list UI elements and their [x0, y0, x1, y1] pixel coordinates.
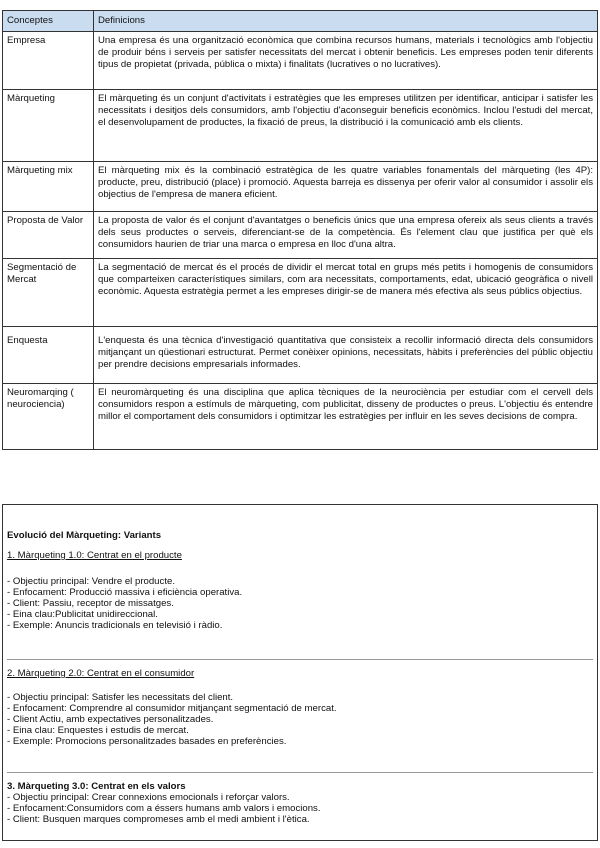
header-definitions: Definicions	[94, 11, 598, 32]
list-item: - Client Actiu, amb expectatives personalitzades.	[7, 714, 214, 725]
divider	[7, 659, 593, 660]
evolution-title: Evolució del Màrqueting: Variants	[7, 530, 162, 541]
concept-cell: Neuromarqing ( neurociencia)	[3, 384, 94, 450]
list-item: - Eina clau: Enquestes i estudis de mercat.	[7, 725, 189, 736]
list-item: - Eina clau:Publicitat unidireccional.	[7, 609, 158, 620]
evolution-box	[2, 504, 598, 841]
list-item: - Exemple: Anuncis tradicionals en televisió i ràdio.	[7, 620, 223, 631]
table-header-row	[3, 11, 598, 32]
table-row	[3, 162, 598, 212]
table-row	[3, 327, 598, 384]
list-item: - Objectiu principal: Satisfer les necessitats del client.	[7, 692, 234, 703]
section-heading: 2. Màrqueting 2.0: Centrat en el consumidor	[7, 668, 195, 679]
section-heading: 1. Màrqueting 1.0: Centrat en el producte	[7, 550, 182, 561]
section-heading: 3. Màrqueting 3.0: Centrat en els valors	[7, 781, 186, 792]
list-item: - Client: Busquen marques compromeses amb el medi ambient i l'ètica.	[7, 814, 310, 825]
definitions-table	[2, 10, 598, 450]
table-row	[3, 384, 598, 450]
concept-cell: Màrqueting	[3, 90, 94, 162]
table-row	[3, 90, 598, 162]
section-lines	[7, 792, 321, 825]
definition-cell: Una empresa és una organització econòmica que combina recursos humans, materials i tecnològics amb l'objectiu de produir béns i serveis per satisfer necessitats del mercat i obtenir beneficis. Les empreses poden tenir diferents tipus de propietat (privada, pública o mixta) i finalitats (lucratives o no lucratives).	[94, 32, 598, 90]
list-item: - Enfocament: Producció massiva i eficiència operativa.	[7, 587, 243, 598]
list-item: - Enfocament:Consumidors com a éssers humans amb valors i emocions.	[7, 803, 321, 814]
definition-cell: La segmentació de mercat és el procés de dividir el mercat total en grups més petits i homogenis de consumidors que comparteixen característiques similars, com ara necessitats, comportaments, edat, ubicació geogràfica o nivell econòmic. Aquesta estratègia permet a les empreses dirigir-se de manera més efectiva als seus públics objectius.	[94, 259, 598, 327]
table-row	[3, 212, 598, 259]
concept-cell: Proposta de Valor	[3, 212, 94, 259]
concept-cell: Màrqueting mix	[3, 162, 94, 212]
definition-cell: L'enquesta és una tècnica d'investigació quantitativa que consisteix a recollir informació directa dels consumidors mitjançant un qüestionari estructurat. Permet conèixer opinions, necessitats, hàbits i preferències del públic objectiu per prendre decisions empresarials informades.	[94, 327, 598, 384]
section-lines	[7, 692, 337, 747]
concept-cell: Enquesta	[3, 327, 94, 384]
divider	[7, 772, 593, 773]
definition-cell: El neuromàrqueting és una disciplina que aplica tècniques de la neurociència per estudiar com el cervell dels consumidors respon a estímuls de màrqueting, com publicitat, disseny de productes o preus. L'objectiu és entendre millor el comportament dels consumidors i optimitzar les estratègies per influir en les seves decisions de compra.	[94, 384, 598, 450]
list-item: - Exemple: Promocions personalitzades basades en preferències.	[7, 736, 287, 747]
definition-cell: El màrqueting mix és la combinació estratègica de les quatre variables fonamentals del màrqueting (les 4P): producte, preu, distribució (place) i promoció. Aquesta barreja es dissenya per oferir valor al consumidor i assolir els objectius de l'empresa de manera eficient.	[94, 162, 598, 212]
list-item: - Client: Passiu, receptor de missatges.	[7, 598, 174, 609]
list-item: - Objectiu principal: Vendre el producte.	[7, 576, 175, 587]
table-row	[3, 32, 598, 90]
list-item: - Objectiu principal: Crear connexions emocionals i reforçar valors.	[7, 792, 290, 803]
list-item: - Enfocament: Comprendre al consumidor mitjançant segmentació de mercat.	[7, 703, 337, 714]
table-row	[3, 259, 598, 327]
definition-cell: El màrqueting és un conjunt d'activitats i estratègies que les empreses utilitzen per identificar, anticipar i satisfer les necessitats i desitjos dels consumidors, amb l'objectiu d'aconseguir beneficis econòmics. Inclou l'estudi del mercat, el desenvolupament de productes, la fixació de preus, la distribució i la comunicació amb els clients.	[94, 90, 598, 162]
definition-cell: La proposta de valor és el conjunt d'avantatges o beneficis únics que una empresa ofereix als seus clients a través dels seus productes o serveis, diferenciant-se de la competència. És l'element clau que justifica per què els consumidors haurien de triar una marca o empresa en lloc d'una altra.	[94, 212, 598, 259]
concept-cell: Segmentació de Mercat	[3, 259, 94, 327]
section-lines	[7, 576, 242, 631]
header-concepts: Conceptes	[3, 11, 94, 32]
concept-cell: Empresa	[3, 32, 94, 90]
